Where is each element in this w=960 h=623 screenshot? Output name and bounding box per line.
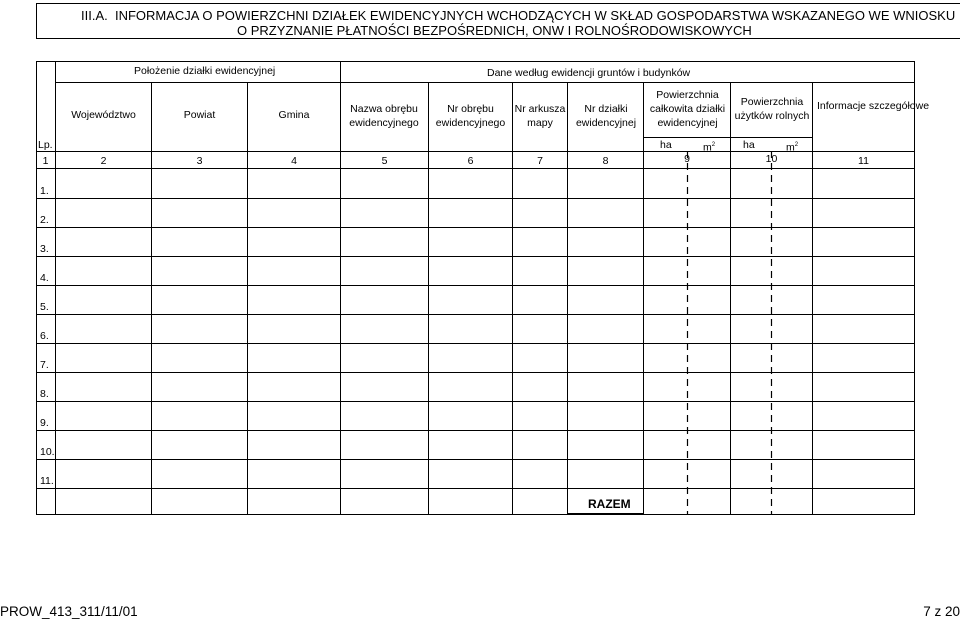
row-number: 2. (40, 214, 49, 226)
row-number: 11. (40, 475, 54, 487)
col-sheet-no: Nr arkusza mapy (514, 103, 566, 129)
col-lp: Lp. (38, 139, 53, 151)
col-number: 11 (858, 155, 869, 167)
col-number: 2 (100, 155, 107, 167)
section-number: III.A. (81, 8, 108, 23)
col-commune: Gmina (278, 109, 310, 121)
page-number: 7 z 20 (923, 604, 960, 619)
col-number: 6 (467, 155, 474, 167)
unit-m2-agri: $m^2$ (786, 141, 799, 154)
row-number: 5. (40, 301, 49, 313)
col-number: 10 (765, 153, 778, 165)
unit-ha-total: ha (660, 139, 672, 151)
row-number: 10. (40, 446, 55, 458)
col-voivodeship: Województwo (71, 109, 136, 121)
row-number: 3. (40, 243, 49, 255)
col-parcel-no: Nr działki ewidencyjnej (575, 103, 637, 129)
row-number: 6. (40, 330, 49, 342)
row-number: 1. (40, 185, 49, 197)
form-code: PROW_413_311/11/01 (0, 604, 138, 619)
row-number: 8. (40, 388, 49, 400)
section-title-line2: O PRZYZNANIE PŁATNOŚCI BEZPOŚREDNICH, ONW I ROLNOŚRODOWISKOWYCH (237, 23, 752, 38)
col-precinct-no: Nr obrębu ewidencyjnego (435, 103, 506, 129)
col-number: 3 (196, 155, 203, 167)
col-total-area: Powierzchnia całkowita działki ewidencyjnej (649, 89, 726, 129)
group-records-label: Dane według ewidencji gruntów i budynków (487, 67, 691, 79)
unit-m2-total: $m^2$ (703, 141, 716, 154)
col-precinct-name: Nazwa obrębu ewidencyjnego (349, 103, 419, 129)
col-district: Powiat (183, 109, 216, 121)
col-details: Informacje szczegółowe (817, 100, 930, 112)
razem-label: RAZEM (588, 497, 631, 511)
col-number: 9 (684, 153, 690, 165)
col-number: 4 (291, 155, 297, 167)
col-number: 8 (602, 155, 609, 167)
col-number: 7 (537, 155, 543, 167)
row-number: 9. (40, 417, 49, 429)
row-number: 7. (40, 359, 49, 371)
col-agri-area: Powierzchnia użytków rolnych (734, 96, 810, 122)
section-title-text: INFORMACJA O POWIERZCHNI DZIAŁEK EWIDENCYJNYCH WCHODZĄCYCH W SKŁAD GOSPODARSTWA WSKAZANEGO WE WNIOSKU (114, 8, 956, 23)
group-location-label: Położenie działki ewidencyjnej (134, 65, 276, 77)
col-number: 5 (381, 155, 388, 167)
col-number: 1 (42, 155, 49, 167)
unit-ha-agri: ha (743, 139, 755, 151)
row-number: 4. (40, 272, 49, 284)
